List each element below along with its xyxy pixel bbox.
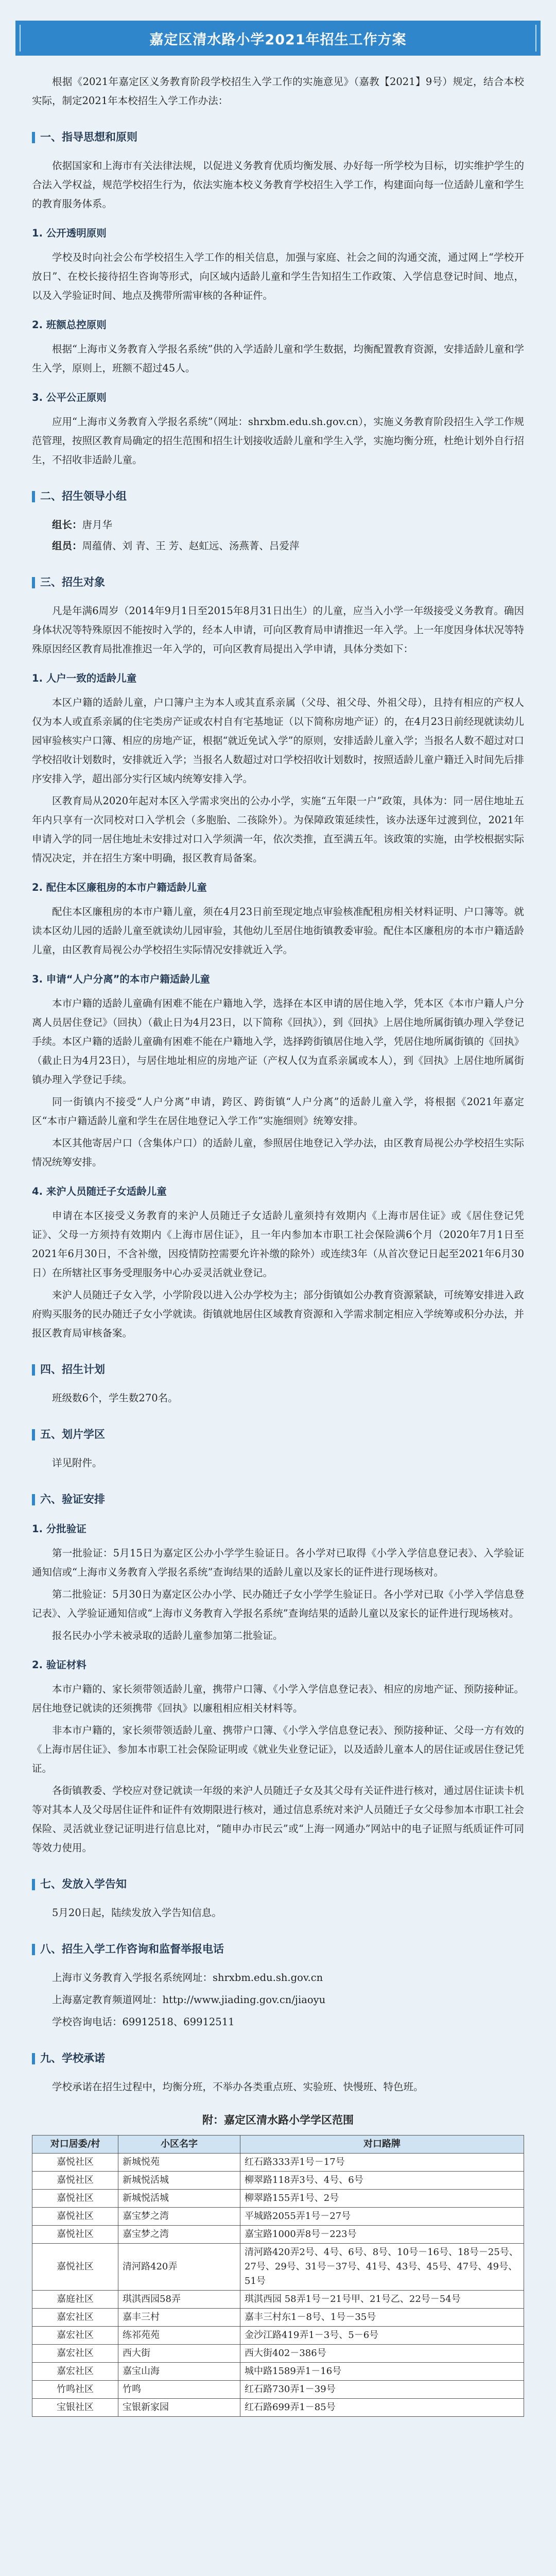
- table-cell: 嘉宏社区: [32, 2363, 118, 2381]
- section-6-title: [32, 1490, 524, 1509]
- table-cell: 琪淇西园58弄: [118, 2291, 240, 2309]
- table-cell: 西大街: [118, 2345, 240, 2363]
- s3-d-p1: 申请在本区接受义务教育的来沪人员随迁子女适龄儿童须持有效期内《上海市居住证》或《居住登记凭证》、父母一方须持有效期内《上海市居住证》，且一年内参加本市职工社会保险满6个月（2020年7月1日至2021年6月30日，不含补缴，因疫情防控需要允许补缴的除外）或连续3年（从首次登记日起至2021年6月30日）在所辖社区事务受理服务中心办妥灵活就业登记。: [32, 1210, 524, 1279]
- section-marker: [32, 1429, 35, 1440]
- table-cell: 红石路333弄1号－17号: [240, 2154, 524, 2172]
- table-cell: 柳翠路155弄1号、2号: [240, 2190, 524, 2208]
- document-body: [32, 72, 524, 2417]
- table-cell: 柳翠路118弄3号、4号、6号: [240, 2172, 524, 2190]
- table-row: [32, 2399, 524, 2417]
- section-8-title-text: 八、招生入学工作咨询和监督举报电话: [40, 1943, 224, 1955]
- table-cell: 宝银新家园: [118, 2399, 240, 2417]
- jiading-link-line[interactable]: 上海嘉定教育频道网址：http://www.jiading.gov.cn/jiaoyu: [52, 1994, 326, 2006]
- section-1-title-text: 一、指导思想和原则: [40, 131, 137, 143]
- s3-p1: 凡是年满6周岁（2014年9月1日至2015年8月31日出生）的儿童，应当入小学一年级接受义务教育。确因身体状况等特殊原因不能按时入学的，经本人申请，可向区教育局申请推迟一年入学。上一年度因身体状况等特殊原因经区教育局批准推迟一年入学的，可向区教育局提出入学申请，具体分类如下：: [32, 605, 524, 655]
- s1-b-title: 2. 班额总控原则: [32, 319, 107, 331]
- table-row: [32, 2309, 524, 2327]
- table-cell: 清河路420弄: [118, 2244, 240, 2291]
- s3-a-p2: 区教育局从2020年起对本区入学需求突出的公办小学，实施“五年限一户”政策，具体为：同一居住地址五年内只享有一次同校对口入学机会（多胞胎、二孩除外）。为保障政策延续性，该办法逐年过渡到位，2021年申请入学的同一居住地址未安排过对口入学须满一年，依次类推，直至满五年。该政策的实施，由学校根据实际情况决定，并在招生方案中明确，报区教育局备案。: [32, 795, 524, 864]
- table-cell: 琪淇西园 58弄1号－21号甲、21号乙、22号－54号: [240, 2291, 524, 2309]
- table-cell: 红石路730弄1－39号: [240, 2381, 524, 2399]
- section-2-title: [32, 487, 524, 506]
- s1-p1: 依据国家和上海市有关法律法规，以促进义务教育优质均衡发展、办好每一所学校为目标，切实维护学生的合法入学权益，规范学校招生行为，依法实施本校义务教育学校招生入学工作，构建面向每一位适龄儿童和学生的教育服务体系。: [32, 160, 524, 210]
- section-marker: [32, 1879, 35, 1890]
- section-2-title-text: 二、招生领导小组: [40, 490, 127, 502]
- s6-a-p2: 第二批验证：5月30日为嘉定区公办小学、民办随迁子女小学学生验证日。各小学对已取《小学入学信息登记表》、入学验证通知信或“上海市义务教育入学报名系统”查询结果的适龄儿童以及家长的证件进行现场核对。: [32, 1588, 524, 1619]
- table-cell: 嘉宏社区: [32, 2309, 118, 2327]
- col-header: 对口路牌: [240, 2136, 524, 2154]
- page-title: 嘉定区清水路小学2021年招生工作方案: [15, 21, 541, 56]
- table-row: [32, 2327, 524, 2345]
- table-cell: 嘉悦社区: [32, 2226, 118, 2244]
- section-marker: [32, 577, 35, 588]
- phone-line: 学校咨询电话：69912518、69912511: [52, 2016, 235, 2028]
- s7-text: 5月20日起，陆续发放入学告知信息。: [52, 1907, 222, 1919]
- col-header: 对口居委/村: [32, 2136, 118, 2154]
- s3-b-title: 2. 配住本区廉租房的本市户籍适龄儿童: [32, 882, 207, 893]
- table-cell: 练祁苑苑: [118, 2327, 240, 2345]
- section-5-title-text: 五、划片学区: [40, 1428, 105, 1440]
- section-5-title: [32, 1425, 524, 1444]
- table-cell: 新城悦活城: [118, 2172, 240, 2190]
- table-row: [32, 2381, 524, 2399]
- table-cell: 城中路1589弄1－16号: [240, 2363, 524, 2381]
- section-8-title: [32, 1940, 524, 1959]
- section-1-title: [32, 128, 524, 147]
- col-header: 小区名字: [118, 2136, 240, 2154]
- section-4-title-text: 四、招生计划: [40, 1363, 105, 1376]
- table-row: [32, 2208, 524, 2226]
- table-cell: 嘉悦社区: [32, 2172, 118, 2190]
- s6-b-p1: 本市户籍的、家长须带领适龄儿童，携带户口簿、《小学入学信息登记表》、相应的房地产证、预防接种证。居住地登记就读的还须携带《回执》以廉租相应相关材料等。: [32, 1683, 524, 1714]
- section-marker: [32, 1494, 35, 1505]
- s1-a-text: 学校及时向社会公布学校招生入学工作的相关信息，加强与家庭、社会之间的沟通交流，通过网上“学校开放日”、在校长接待招生咨询等形式，向区域内适龄儿童和学生告知招生工作政策、入学信息登记时间、地点，以及入学验证时间、地点及携带所需审核的各种证件。: [32, 251, 524, 301]
- table-row: [32, 2345, 524, 2363]
- s6-b-p3: 各街镇教委、学校应对登记就读一年级的来沪人员随迁子女及其父母有关证件进行核对，通过居住证读卡机等对其本人及父母居住证件和证件有效期限进行核对，通过信息系统对来沪人员随迁子女父母参加本市职工社会保险、灵活就业登记证明进行信息比对，“随申办市民云”或“上海一网通办”网站中的电子证照与纸质证件可同等效力使用。: [32, 1785, 524, 1854]
- section-4-title: [32, 1360, 524, 1379]
- table-body: [32, 2154, 524, 2417]
- s3-d-p2: 来沪人员随迁子女入学，小学阶段以进入公办学校为主；部分街镇如公办教育资源紧缺，可统筹安排进入政府购买服务的民办随迁子女小学就读。街镇就地居住区域教育资源和入学需求制定相应入学统筹或积分办法，并报区教育局审核备案。: [32, 1289, 524, 1339]
- members-value: 周蕴倩、刘 青、王 芳、赵虹远、汤燕菁、吕爱萍: [82, 540, 300, 552]
- website-line[interactable]: 上海市义务教育入学报名系统网址：shrxbm.edu.sh.gov.cn: [52, 1972, 323, 1984]
- leader-line: [32, 515, 524, 534]
- table-row: [32, 2190, 524, 2208]
- table-cell: 新城悦苑: [118, 2154, 240, 2172]
- table-cell: 竹鸣: [118, 2381, 240, 2399]
- s6-b-title: 2. 验证材料: [32, 1659, 86, 1671]
- s4-text: 班级数6个，学生数270名。: [52, 1392, 178, 1404]
- intro: 根据《2021年嘉定区义务教育阶段学校招生入学工作的实施意见》（嘉教【2021】9号）规定，结合本校实际，制定2021年本校招生入学工作办法：: [32, 76, 524, 107]
- table-cell: 嘉丰三村: [118, 2309, 240, 2327]
- district-table: [32, 2135, 524, 2417]
- section-7-title-text: 七、发放入学告知: [40, 1878, 127, 1890]
- s3-d-title: 4. 来沪人员随迁子女适龄儿童: [32, 1185, 167, 1197]
- table-cell: 嘉宝梦之湾: [118, 2226, 240, 2244]
- s1-c-title: 3. 公平公正原则: [32, 392, 107, 403]
- table-row: [32, 2244, 524, 2291]
- table-row: [32, 2154, 524, 2172]
- table-cell: 金沙江路419弄1－3号、5－6号: [240, 2327, 524, 2345]
- s1-c-text: 应用“上海市义务教育入学报名系统”（网址：shrxbm.edu.sh.gov.cn），实施义务教育阶段招生入学工作规范管理，按照区教育局确定的招生范围和招生计划接收适龄儿童和学生入学，实施均衡分班，杜绝计划外自行招生，不招收非适龄儿童。: [32, 416, 524, 466]
- table-cell: 嘉宝梦之湾: [118, 2208, 240, 2226]
- table-cell: 嘉悦社区: [32, 2154, 118, 2172]
- section-marker: [32, 1364, 35, 1376]
- members-label: 组员：: [52, 540, 82, 552]
- table-cell: 平城路2055弄1号－27号: [240, 2208, 524, 2226]
- section-marker: [32, 491, 35, 502]
- s6-b-p2: 非本市户籍的，家长须带领适龄儿童、携带户口簿、《小学入学信息登记表》、预防接种证、父母一方有效的《上海市居住证》、参加本市职工社会保险证明或《就业失业登记证》，以及适龄儿童本人的居住证或居住登记凭证。: [32, 1724, 524, 1774]
- s6-a-title: 1. 分批验证: [32, 1523, 86, 1535]
- table-cell: 嘉悦社区: [32, 2190, 118, 2208]
- table-cell: 嘉悦社区: [32, 2208, 118, 2226]
- section-6-title-text: 六、验证安排: [40, 1493, 105, 1505]
- members-line: [32, 536, 524, 555]
- s5-text: 详见附件。: [52, 1457, 102, 1469]
- s3-c-title: 3. 申请“人户分离”的本市户籍适龄儿童: [32, 973, 210, 985]
- section-9-title-text: 九、学校承诺: [40, 2052, 105, 2064]
- table-cell: 嘉丰三村东1－8号、1号－35号: [240, 2309, 524, 2327]
- table-cell: 嘉宝路1000弄8号－223号: [240, 2226, 524, 2244]
- section-marker: [32, 132, 35, 143]
- s3-a-title: 1. 人户一致的适龄儿童: [32, 672, 137, 684]
- s1-b-text: 根据“上海市义务教育入学报名系统”供的入学适龄儿童和学生数据，均衡配置教育资源，安排适龄儿童和学生入学，原则上，班额不超过45人。: [32, 343, 524, 374]
- section-9-title: [32, 2049, 524, 2068]
- s6-a-p1: 第一批验证：5月15日为嘉定区公办小学学生验证日。各小学对已取得《小学入学信息登记表》、入学验证通知信或“上海市义务教育入学报名系统”查询结果的适龄儿童以及家长的证件进行现场核对。: [32, 1547, 524, 1578]
- s3-c-p2: 同一街镇内不接受“人户分离”申请，跨区、跨街镇“人户分离”的适龄儿童入学，将根据《2021年嘉定区“本市户籍适龄儿童和学生在居住地登记入学工作”实施细则》统筹安排。: [32, 1096, 524, 1127]
- table-cell: 西大街402－386号: [240, 2345, 524, 2363]
- section-7-title: [32, 1875, 524, 1894]
- leader-label: 组长：: [52, 519, 82, 531]
- table-cell: 嘉悦社区: [32, 2244, 118, 2291]
- table-cell: 嘉宝山海: [118, 2363, 240, 2381]
- table-row: [32, 2172, 524, 2190]
- table-cell: 竹鸣社区: [32, 2381, 118, 2399]
- table-cell: 新城悦活城: [118, 2190, 240, 2208]
- s6-a-p3: 报名民办小学未被录取的适龄儿童参加第二批验证。: [52, 1630, 283, 1641]
- table-cell: 红石路699弄1－85号: [240, 2399, 524, 2417]
- section-3-title: [32, 573, 524, 592]
- section-3-title-text: 三、招生对象: [40, 576, 105, 588]
- table-header-row: [32, 2136, 524, 2154]
- s3-c-p3: 本区其他寄居户口（含集体户口）的适龄儿童，参照居住地登记入学办法，由区教育局视公办学校招生实际情况统筹安排。: [32, 1137, 524, 1168]
- s3-b-text: 配住本区廉租房的本市户籍儿童，须在4月23日前至现定地点审验核准配租房相关材料证明、户口簿等。就读本区幼儿园的适龄儿童至就读幼儿园审验，其他幼儿至居住地街镇教委审验。配住本区廉租房的本市户籍适龄儿童，由区教育局视公办学校招生实际情况安排就近入学。: [32, 906, 524, 956]
- table-cell: 嘉庭社区: [32, 2291, 118, 2309]
- table-row: [32, 2363, 524, 2381]
- s3-a-p1: 本区户籍的适龄儿童，户口簿户主为本人或其直系亲属（父母、祖父母、外祖父母），且持有相应的产权人仅为本人或直系亲属的住宅类房产证或农村自有宅基地证（以下简称房地产证）的，在4月23日前经现就读幼儿园审验核实户口簿、相应的房地产证，根据“就近免试入学”的原则，安排适龄儿童入学；当报名人数不超过对口学校招收计划数时，安排就近入学；当报名人数超过对口学校招收计划数时，按照适龄儿童户籍迁入时间先后排序安排入学，超出部分实行区域内统筹安排入学。: [32, 697, 524, 785]
- leader-value: 唐月华: [82, 519, 113, 531]
- table-cell: 清河路420弄2号、4号、6号、8号、10号－16号、18号－25号、27号、29号、31号－37号、41号、43号、45号、47号、49号、51号: [240, 2244, 524, 2291]
- s1-a-title: 1. 公开透明原则: [32, 227, 107, 239]
- table-row: [32, 2291, 524, 2309]
- s3-c-p1: 本市户籍的适龄儿童确有困难不能在户籍地入学，选择在本区申请的居住地入学，凭本区《本市户籍人户分离人员居住登记》（回执）（截止日为4月23日，以下简称《回执》），到《回执》上居住地所属街镇办理入学登记手续。本区户籍的适龄儿童确有困难不能在户籍地入学，选择跨街镇居住地入学，凭居住地所属街镇的《回执》（截止日为4月23日），与居住地址相应的房地产证（产权人仅为直系亲属或本人），到《回执》上居住地所属街镇办理入学登记手续。: [32, 997, 524, 1086]
- table-row: [32, 2226, 524, 2244]
- table-title: 附：嘉定区清水路小学学区范围: [202, 2114, 354, 2126]
- s9-text: 学校承诺在招生过程中，均衡分班，不举办各类重点班、实验班、快慢班、特色班。: [52, 2081, 424, 2093]
- table-cell: 嘉宏社区: [32, 2327, 118, 2345]
- section-marker: [32, 1944, 35, 1955]
- table-cell: 嘉宏社区: [32, 2345, 118, 2363]
- table-cell: 宝银社区: [32, 2399, 118, 2417]
- section-marker: [32, 2053, 35, 2064]
